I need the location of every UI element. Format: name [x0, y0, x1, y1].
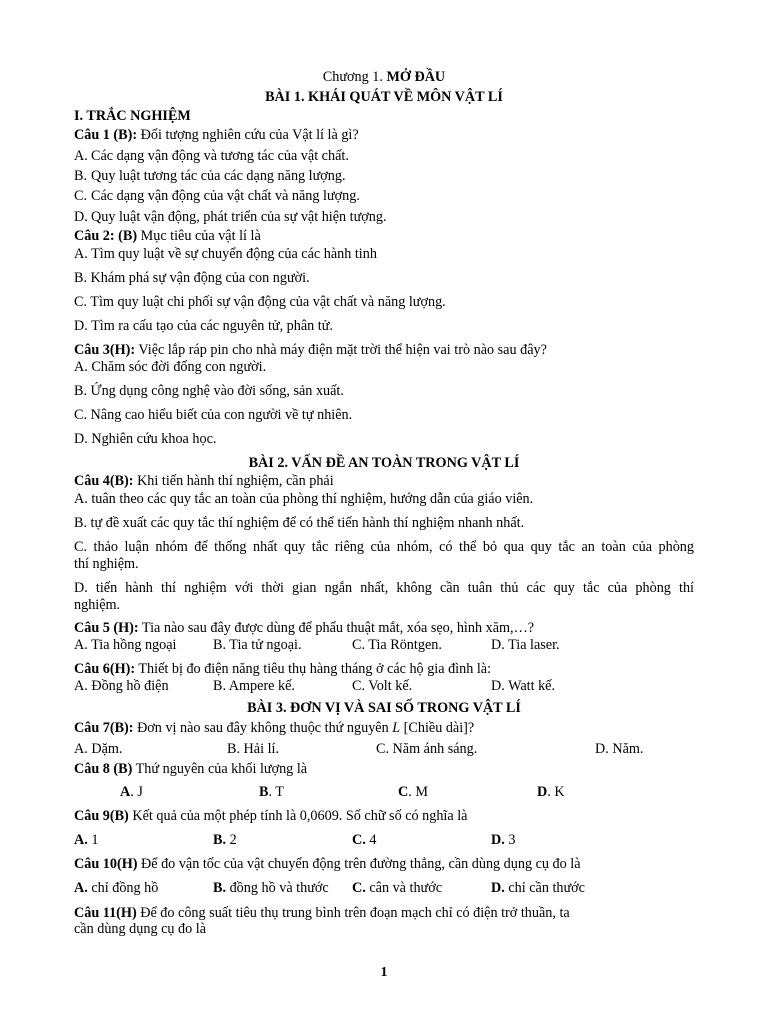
lesson3-title: BÀI 3. ĐƠN VỊ VÀ SAI SỐ TRONG VẬT LÍ: [247, 700, 521, 716]
q2-option-a: A. Tìm quy luật về sự chuyển động của các hành tinh: [74, 246, 377, 262]
option-text: 2: [226, 832, 237, 848]
q8-option-d: [537, 784, 565, 800]
question-label: Câu 9(B): [74, 808, 129, 824]
option-text: đồng hồ và thước: [226, 880, 329, 896]
question-label: Câu 10(H): [74, 856, 138, 872]
question-6: [74, 661, 491, 677]
question-text: Để đo vận tốc của vật chuyển động trên đường thẳng, cần dùng dụng cụ đo là: [137, 856, 581, 872]
question-text: Thiết bị đo điện năng tiêu thụ hàng tháng ở các hộ gia đình là:: [135, 661, 492, 677]
q9-option-c: [352, 832, 376, 848]
q10-option-d: [491, 880, 585, 896]
q4-option-d-line2: nghiệm.: [74, 597, 121, 613]
option-key: D.: [491, 832, 505, 848]
lesson1-title: BÀI 1. KHÁI QUÁT VỀ MÔN VẬT LÍ: [265, 89, 503, 105]
option-text: Các dạng vận động và tương tác của vật chất.: [91, 148, 349, 164]
question-label: Câu 11(H): [74, 905, 137, 921]
q4-option-d-line1: D. tiến hành thí nghiệm với thời gian ngắn nhất, không cần tuân thủ các quy tắc của phòng thí: [74, 580, 694, 596]
option-key: A.: [74, 832, 88, 848]
question-text: Tia nào sau đây được dùng để phẩu thuật mắt, xóa sẹo, hình xăm,…?: [138, 620, 535, 636]
option-text: chỉ đồng hồ: [87, 880, 159, 896]
q2-option-d: D. Tìm ra cấu tạo của các nguyên tử, phân tử.: [74, 318, 333, 334]
question-text: Thứ nguyên của khối lượng là: [132, 761, 308, 777]
question-text: Việc lắp ráp pin cho nhà máy điện mặt trời thể hiện vai trò nào sau đây?: [135, 342, 547, 358]
q6-option-b: B. Ampere kế.: [213, 678, 295, 694]
option-text: Quy luật tương tác của các dạng năng lượng.: [91, 168, 346, 184]
q5-option-d: D. Tia laser.: [491, 637, 560, 653]
option-text: . J: [130, 784, 143, 800]
q6-option-d: D. Watt kế.: [491, 678, 556, 694]
q10-option-a: [74, 880, 158, 896]
q3-option-c: C. Nâng cao hiểu biết của con người về tự nhiên.: [74, 407, 353, 423]
question-9: [74, 808, 467, 824]
question-label: Câu 8 (B): [74, 761, 133, 777]
q8-option-c: [398, 784, 428, 800]
q2-option-c: C. Tìm quy luật chi phối sự vận động của vật chất và năng lượng.: [74, 294, 446, 310]
question-3: [74, 342, 547, 358]
option-key: B.: [213, 832, 227, 848]
option-text: 3: [504, 832, 516, 848]
question-text: Mục tiêu của vật lí là: [137, 228, 261, 244]
option-text: . K: [547, 784, 565, 800]
q7-option-b: B. Hải lí.: [227, 741, 280, 757]
q1-option-b: [74, 168, 346, 184]
option-text: 4: [365, 832, 377, 848]
question-11-line2: cần dùng dụng cụ đo là: [74, 921, 206, 937]
q6-option-a: A. Đồng hồ điện: [74, 678, 169, 694]
question-label: Câu 3(H):: [74, 342, 136, 358]
q10-options-row: [74, 880, 694, 896]
q5-option-b: B. Tia tử ngoại.: [213, 637, 302, 653]
chapter-title: MỞ ĐẦU: [386, 69, 446, 85]
page-number: 1: [380, 965, 388, 980]
q6-option-c: C. Volt kế.: [352, 678, 413, 694]
q9-option-d: [491, 832, 515, 848]
question-label: Câu 1 (B):: [74, 127, 138, 143]
question-5: [74, 620, 534, 636]
q7-option-c: C. Năm ánh sáng.: [376, 741, 478, 757]
option-key: D.: [74, 209, 88, 225]
question-text: Khi tiến hành thí nghiệm, cần phải: [133, 473, 334, 489]
q10-option-c: [352, 880, 442, 896]
q8-options-row: [74, 784, 694, 800]
question-text: Để đo công suất tiêu thụ trung bình trên đoạn mạch chỉ có điện trở thuần, ta: [136, 905, 570, 921]
option-text: 1: [87, 832, 99, 848]
q6-options-row: [74, 678, 694, 694]
q5-option-c: C. Tia Röntgen.: [352, 637, 442, 653]
option-text: Các dạng vận động của vật chất và năng lượng.: [91, 188, 360, 204]
option-text: cân và thước: [365, 880, 443, 896]
section-title: I. TRẮC NGHIỆM: [74, 108, 191, 124]
question-text-italic: L: [392, 720, 401, 736]
question-1: [74, 127, 359, 143]
q7-options-row: [74, 741, 694, 757]
q5-options-row: [74, 637, 694, 653]
question-text: Đối tượng nghiên cứu của Vật lí là gì?: [137, 127, 359, 143]
option-key: D.: [491, 880, 505, 896]
question-11: [74, 905, 570, 921]
option-key: B.: [213, 880, 227, 896]
option-key: C.: [74, 188, 88, 204]
q9-option-b: [213, 832, 237, 848]
question-label: Câu 5 (H):: [74, 620, 139, 636]
q4-option-b: B. tự đề xuất các quy tắc thí nghiệm để có thể tiến hành thí nghiệm nhanh nhất.: [74, 515, 525, 531]
chapter-heading: [74, 69, 694, 85]
question-label: Câu 6(H):: [74, 661, 136, 677]
q3-option-a: A. Chăm sóc đời đống con người.: [74, 359, 267, 375]
question-text: Kết quả của một phép tính là 0,0609. Số chữ số có nghĩa là: [128, 808, 468, 824]
option-key: B.: [74, 168, 88, 184]
option-key: C.: [352, 832, 366, 848]
q3-option-b: B. Ứng dụng công nghệ vào đời sống, sản xuất.: [74, 383, 344, 399]
option-key: A.: [74, 880, 88, 896]
question-7: [74, 720, 474, 736]
q2-option-b: B. Khám phá sự vận động của con người.: [74, 270, 310, 286]
question-text-end: [Chiều dài]?: [400, 720, 475, 736]
option-text: chỉ cần thước: [504, 880, 585, 896]
option-text: Quy luật vận động, phát triển của sự vật hiện tượng.: [91, 209, 387, 225]
option-key: C: [398, 784, 409, 800]
question-10: [74, 856, 581, 872]
q5-option-a: A. Tia hồng ngoại: [74, 637, 177, 653]
option-text: . T: [268, 784, 284, 800]
question-text: Đơn vị nào sau đây không thuộc thứ nguyên: [133, 720, 393, 736]
q7-option-d: D. Năm.: [595, 741, 644, 757]
question-2: [74, 228, 261, 244]
lesson2-title: BÀI 2. VẤN ĐỀ AN TOÀN TRONG VẬT LÍ: [248, 455, 520, 471]
q4-option-c-line2: thí nghiệm.: [74, 556, 139, 572]
option-text: . M: [408, 784, 428, 800]
option-key: C.: [352, 880, 366, 896]
q9-options-row: [74, 832, 694, 848]
question-8: [74, 761, 307, 777]
question-4: [74, 473, 334, 489]
option-key: D: [537, 784, 548, 800]
option-key: B: [259, 784, 269, 800]
question-label: Câu 4(B):: [74, 473, 134, 489]
q3-option-d: D. Nghiên cứu khoa học.: [74, 431, 217, 447]
q8-option-a: [120, 784, 143, 800]
option-key: A.: [74, 148, 88, 164]
chapter-prefix: Chương 1.: [322, 69, 387, 85]
question-label: Câu 7(B):: [74, 720, 134, 736]
q4-option-c-line1: C. thảo luận nhóm để thống nhất quy tắc riêng của nhóm, có thể bỏ qua quy tắc an toàn của phòng: [74, 539, 694, 555]
q1-option-d: [74, 209, 387, 225]
q10-option-b: [213, 880, 329, 896]
q8-option-b: [259, 784, 284, 800]
option-key: A: [120, 784, 131, 800]
q7-option-a: A. Dặm.: [74, 741, 123, 757]
q9-option-a: [74, 832, 98, 848]
q1-option-a: [74, 148, 349, 164]
q4-option-a: A. tuân theo các quy tắc an toàn của phòng thí nghiệm, hướng dẫn của giáo viên.: [74, 491, 534, 507]
question-label: Câu 2: (B): [74, 228, 138, 244]
q1-option-c: [74, 188, 360, 204]
